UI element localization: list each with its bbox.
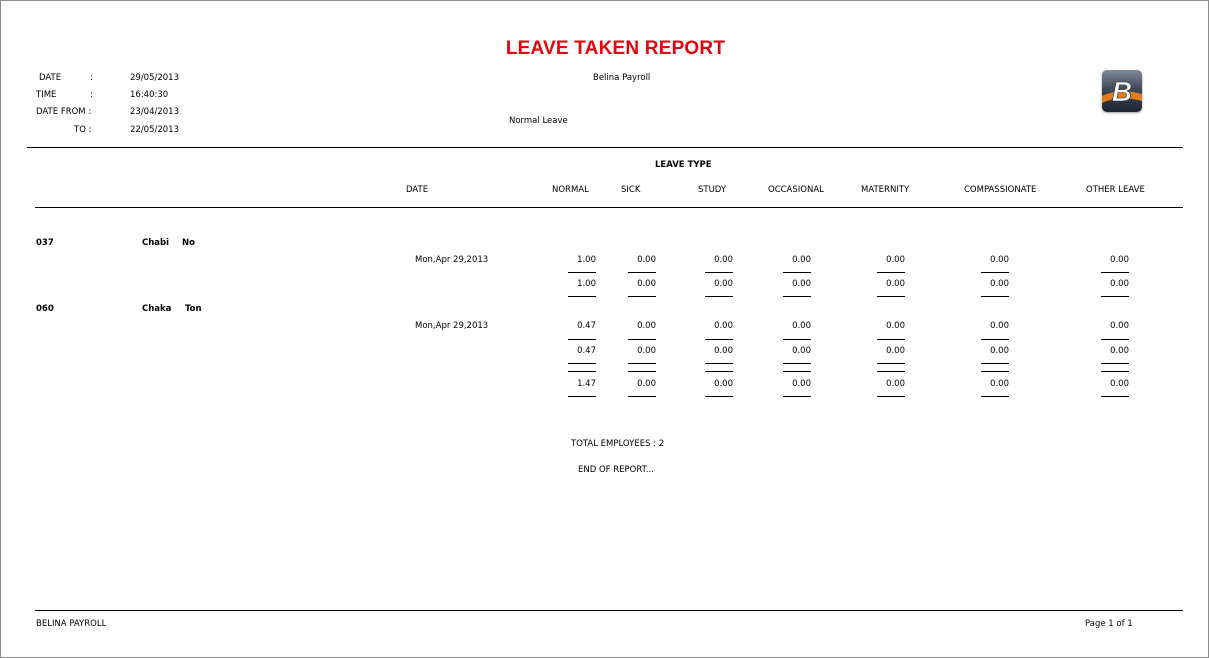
- subtotal-value-normal: 1.00: [577, 279, 596, 289]
- total-rule: [705, 272, 733, 273]
- employee-last-name: No: [182, 238, 195, 248]
- total-rule: [568, 272, 596, 273]
- entry-value-maternity: 0.00: [886, 255, 905, 265]
- total-rule: [981, 296, 1009, 297]
- entry-value-maternity: 0.00: [886, 321, 905, 331]
- grand-total-value-sick: 0.00: [637, 379, 656, 389]
- total-rule: [568, 396, 596, 397]
- total-rule: [877, 363, 905, 364]
- meta-to-label: TO :: [74, 125, 92, 135]
- entry-value-other: 0.00: [1110, 321, 1129, 331]
- total-rule: [568, 296, 596, 297]
- entry-value-study: 0.00: [714, 321, 733, 331]
- entry-value-normal: 0.47: [577, 321, 596, 331]
- total-rule: [877, 296, 905, 297]
- footer-page-number: Page 1 of 1: [1085, 619, 1133, 629]
- total-rule: [877, 371, 905, 372]
- total-rule: [568, 363, 596, 364]
- total-rule: [1101, 296, 1129, 297]
- meta-from-value: 23/04/2013: [130, 107, 179, 117]
- total-rule: [1101, 363, 1129, 364]
- svg-text:B: B: [1111, 76, 1133, 107]
- end-of-report: END OF REPORT...: [578, 465, 654, 475]
- entry-value-other: 0.00: [1110, 255, 1129, 265]
- col-study: STUDY: [698, 185, 727, 195]
- total-rule: [628, 339, 656, 340]
- total-rule: [981, 272, 1009, 273]
- meta-time-label: TIME: [36, 90, 57, 100]
- total-rule: [981, 363, 1009, 364]
- entry-value-sick: 0.00: [637, 321, 656, 331]
- employee-code: 037: [36, 238, 54, 248]
- footer-divider: [35, 610, 1183, 611]
- meta-date-colon: :: [90, 73, 93, 83]
- employee-first-name: Chabi: [142, 238, 170, 248]
- header-divider-bottom: [35, 207, 1183, 208]
- total-rule: [1101, 272, 1129, 273]
- col-compassionate: COMPASSIONATE: [964, 185, 1037, 195]
- total-rule: [1101, 339, 1129, 340]
- total-rule: [628, 396, 656, 397]
- total-rule: [981, 396, 1009, 397]
- col-sick: SICK: [621, 185, 641, 195]
- grand-total-value-normal: 1.47: [577, 379, 596, 389]
- total-rule: [628, 296, 656, 297]
- entry-value-compassionate: 0.00: [990, 321, 1009, 331]
- entry-date: Mon,Apr 29,2013: [415, 255, 489, 265]
- grand-total-value-other: 0.00: [1110, 379, 1129, 389]
- subtotal-value-sick: 0.00: [637, 346, 656, 356]
- total-rule: [877, 272, 905, 273]
- col-occasional: OCCASIONAL: [768, 185, 824, 195]
- entry-value-compassionate: 0.00: [990, 255, 1009, 265]
- subtotal-value-study: 0.00: [714, 279, 733, 289]
- total-rule: [783, 296, 811, 297]
- total-rule: [981, 371, 1009, 372]
- col-date: DATE: [406, 185, 429, 195]
- footer-company: BELINA PAYROLL: [36, 619, 107, 629]
- total-rule: [628, 363, 656, 364]
- grand-total-value-study: 0.00: [714, 379, 733, 389]
- total-rule: [705, 339, 733, 340]
- employee-last-name: Ton: [185, 304, 202, 314]
- employee-code: 060: [36, 304, 54, 314]
- meta-time-value: 16:40:30: [130, 90, 169, 100]
- subtotal-value-compassionate: 0.00: [990, 279, 1009, 289]
- subtotal-value-maternity: 0.00: [886, 279, 905, 289]
- total-employees: TOTAL EMPLOYEES : 2: [571, 439, 665, 449]
- total-rule: [783, 371, 811, 372]
- header-divider-top: [27, 147, 1183, 148]
- subtotal-value-other: 0.00: [1110, 279, 1129, 289]
- subtotal-value-compassionate: 0.00: [990, 346, 1009, 356]
- total-rule: [877, 396, 905, 397]
- total-rule: [783, 339, 811, 340]
- meta-to-value: 22/05/2013: [130, 125, 179, 135]
- entry-value-study: 0.00: [714, 255, 733, 265]
- subtotal-value-normal: 0.47: [577, 346, 596, 356]
- total-rule: [568, 371, 596, 372]
- total-rule: [568, 339, 596, 340]
- total-rule: [783, 272, 811, 273]
- total-rule: [705, 296, 733, 297]
- entry-value-occasional: 0.00: [792, 321, 811, 331]
- subtotal-value-other: 0.00: [1110, 346, 1129, 356]
- entry-value-normal: 1.00: [577, 255, 596, 265]
- meta-from-label: DATE FROM :: [36, 107, 92, 117]
- entry-value-occasional: 0.00: [792, 255, 811, 265]
- grand-total-value-occasional: 0.00: [792, 379, 811, 389]
- subtotal-value-occasional: 0.00: [792, 346, 811, 356]
- total-rule: [705, 396, 733, 397]
- total-rule: [1101, 396, 1129, 397]
- col-maternity: MATERNITY: [861, 185, 910, 195]
- grand-total-value-compassionate: 0.00: [990, 379, 1009, 389]
- grand-total-value-maternity: 0.00: [886, 379, 905, 389]
- entry-date: Mon,Apr 29,2013: [415, 321, 489, 331]
- meta-time-colon: :: [90, 90, 93, 100]
- total-rule: [981, 339, 1009, 340]
- meta-date-value: 29/05/2013: [130, 73, 179, 83]
- total-rule: [783, 396, 811, 397]
- entry-value-sick: 0.00: [637, 255, 656, 265]
- total-rule: [705, 371, 733, 372]
- subtotal-value-study: 0.00: [714, 346, 733, 356]
- total-rule: [705, 363, 733, 364]
- total-rule: [628, 371, 656, 372]
- subtotal-value-occasional: 0.00: [792, 279, 811, 289]
- subtotal-value-maternity: 0.00: [886, 346, 905, 356]
- total-rule: [877, 339, 905, 340]
- leave-type-header: LEAVE TYPE: [655, 160, 712, 170]
- report-title: LEAVE TAKEN REPORT: [505, 38, 726, 59]
- company-name: Belina Payroll: [593, 73, 651, 83]
- total-rule: [1101, 371, 1129, 372]
- employee-first-name: Chaka: [142, 304, 172, 314]
- col-other-leave: OTHER LEAVE: [1086, 185, 1145, 195]
- leave-category: Normal Leave: [509, 116, 568, 126]
- total-rule: [628, 272, 656, 273]
- belina-logo-icon: [1102, 70, 1142, 112]
- col-normal: NORMAL: [552, 185, 589, 195]
- total-rule: [783, 363, 811, 364]
- meta-date-label: DATE: [39, 73, 62, 83]
- subtotal-value-sick: 0.00: [637, 279, 656, 289]
